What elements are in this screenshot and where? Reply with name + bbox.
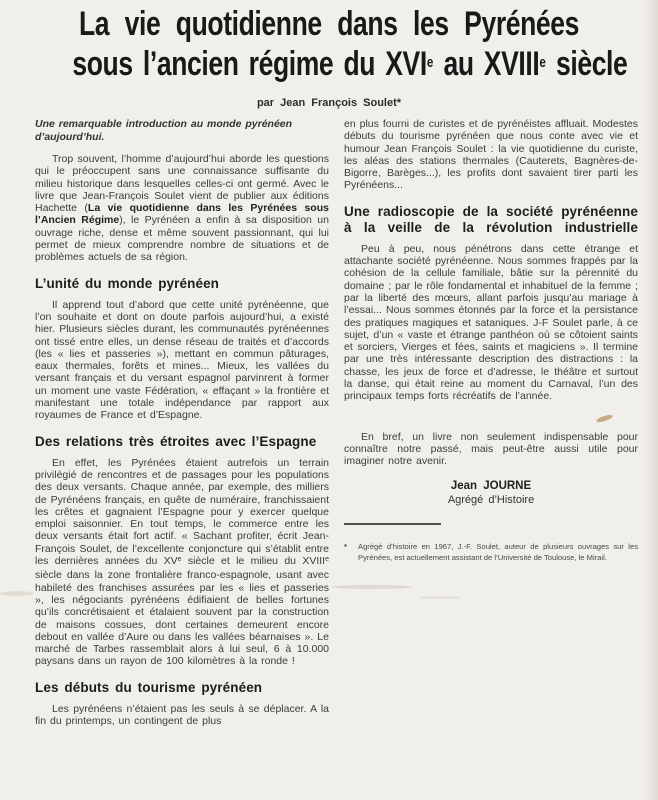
paragraph-5: en plus fourni de curistes et de pyrénéistes affluait. Modestes débuts du tourisme pyrénéen que nous conte avec vie et humour Jean François Soulet : la vie quotidienne du curiste, les aléas des stations thermales (Cauterets, Bagnères-de-Bigorre, Barèges...), les profits dont savaient tirer parti les Pyrénéens... (344, 118, 638, 192)
byline: par Jean François Soulet* (256, 97, 402, 109)
column-left (35, 118, 329, 734)
section-heading-tourisme: Les débuts du tourisme pyrénéen (35, 679, 263, 695)
paragraph-conclusion: En bref, un livre non seulement indispensable pour connaître notre passé, mais peut-être aussi utile pour imaginer notre avenir. (344, 430, 638, 468)
paragraph-text: En effet, les Pyrénées étaient autrefois un terrain privilégié de rencontres et de passages pour les populations des deux versants. Chaque année, par exemple, des milliers de Pyrénéens français, en quête de numéraire, franchissaient les crêtes et gagnaient l’Espagne pour y exercer quelque emploi saisonnier. En tout temps, le commerce entre les deux versants était fort actif. « Sachant profiter, écrit Jean-François Soulet, de l’excellente conjoncture qui s’établit entre les dernières années du XV (35, 456, 329, 568)
century-superscript: e (177, 555, 182, 563)
paragraph-text: ), le Pyrénéen a enfin à sa disposition un ouvrage riche, dense et même souvent passionnant, qui lui permet de mieux comprendre nombre de situations et de problèmes actuels de sa région. (35, 214, 329, 264)
title-line-2-text: siècle (545, 45, 628, 83)
title-line-2 (72, 44, 628, 91)
column-right (344, 118, 638, 734)
paragraph-4: Les pyrénéens n’étaient pas les seuls à se déplacer. A la fin du printemps, un contingent de plus (35, 702, 329, 727)
title-line-2-text: sous l’ancien régime du XVI (72, 45, 427, 83)
title-line-1: La vie quotidienne dans les Pyrénées (78, 5, 580, 43)
article-title (0, 4, 658, 91)
century-superscript: e (325, 555, 330, 563)
paragraph-3 (35, 457, 329, 668)
footnote-text: Agrégé d’histoire en 1967, J.-F. Soulet, auteur de plusieurs ouvrages sur les Pyrénées, est actuellement assistant de l’Université de Toulouse, le Mirail. (358, 541, 638, 562)
title-line-2-text: au XVIII (433, 45, 540, 83)
section-heading-relations: Des relations très étroites avec l’Espagne (35, 433, 317, 449)
title-superscript: e (426, 53, 434, 71)
paragraph-1 (35, 153, 329, 264)
footnote (344, 541, 638, 563)
footnote-rule (344, 523, 441, 525)
paragraph-text: siècle dans la zone frontalière franco-espagnole, usant avec habileté des franchises assurées par les « lies et passeries », les négociants pyrénéens édifiaient de belles fortunes qu’ils concrétisaient et étalaient souvent par la construction de maisons cossues, dont certaines demeurent encore debout en vallée d’Aure ou dans les vallées béarnaises ». Le marché de Tarbes rassemblait alors à lui seul, 6 à 10.000 paysans dans un rayon de 100 kilomètres à la ronde ! (35, 569, 329, 668)
section-heading-radioscopie: Une radioscopie de la société pyrénéenne à la veille de la révolution industrielle (344, 203, 638, 235)
paragraph-6: Peu à peu, nous pénétrons dans cette étrange et attachante société pyrénéenne. Nous sommes frappés par la cohésion de la cellule familiale, bâtie sur la pérennité du domaine ; par le rôle fondamental et inhabituel de la femme ; par la liberté des mœurs, allant parfois jusqu’au mariage à l’essai... Nous sommes étonnés par la force et la persistance des pratiques magiques et sataniques. J-F Soulet parle, à ce sujet, d’un « vaste et étrange panthéon où se côtoient saints et sorciers, Vierges et fées, saints et magiciens ». Il termine par une très intéressante description des distractions : la chasse, les jeux de force et d’adresse, le théâtre et surtout la danse, qui était reine au moment du Carnaval, l’un des principaux temps forts récréatifs de l’année. (344, 242, 638, 403)
article-header (0, 0, 658, 109)
author-title: Agrégé d’Histoire (447, 493, 535, 506)
paragraph-2: Il apprend tout d’abord que cette unité pyrénéenne, que l’on souhaite et dont on doute parfois aujourd’hui, a existé hier. Plusieurs siècles durant, les communautés pyrénéennes ont tissé entre elles, un dense réseau de traités et d’accords (les « lies et passeries »), mettant en commun pâturages, eaux thermales, forêts et mines... Mieux, les vallées du versant français et du versant espagnol parvinrent à former un moment une vaste Fédération, « effaçant » la frontière et manifestant une totale indépendance par rapport aux royaumes de France et d’Espagne. (35, 298, 329, 422)
footnote-marker: * (344, 541, 347, 551)
section-heading-unite: L’unité du monde pyrénéen (35, 275, 220, 291)
book-title-inline: La vie quotidienne dans les Pyrénées sous l’Ancien Régime (35, 202, 329, 227)
author-name: Jean JOURNE (450, 479, 532, 492)
article-body (0, 109, 658, 734)
title-superscript: e (539, 53, 546, 71)
paragraph-text: Trop souvent, l’homme d’aujourd’hui aborde les questions qui le préoccupent sans une connaissance suffisante du milieu historique dans lesquelles celles-ci ont germé. Avec le livre que Jean-François Soulet vient de publier aux éditions Hachette ( (35, 153, 329, 215)
intro-note: Une remarquable introduction au monde pyrénéen d’aujourd’hui. (35, 118, 293, 143)
signature (344, 480, 638, 506)
paragraph-text: siècle et le milieu du XVIII (181, 555, 326, 568)
